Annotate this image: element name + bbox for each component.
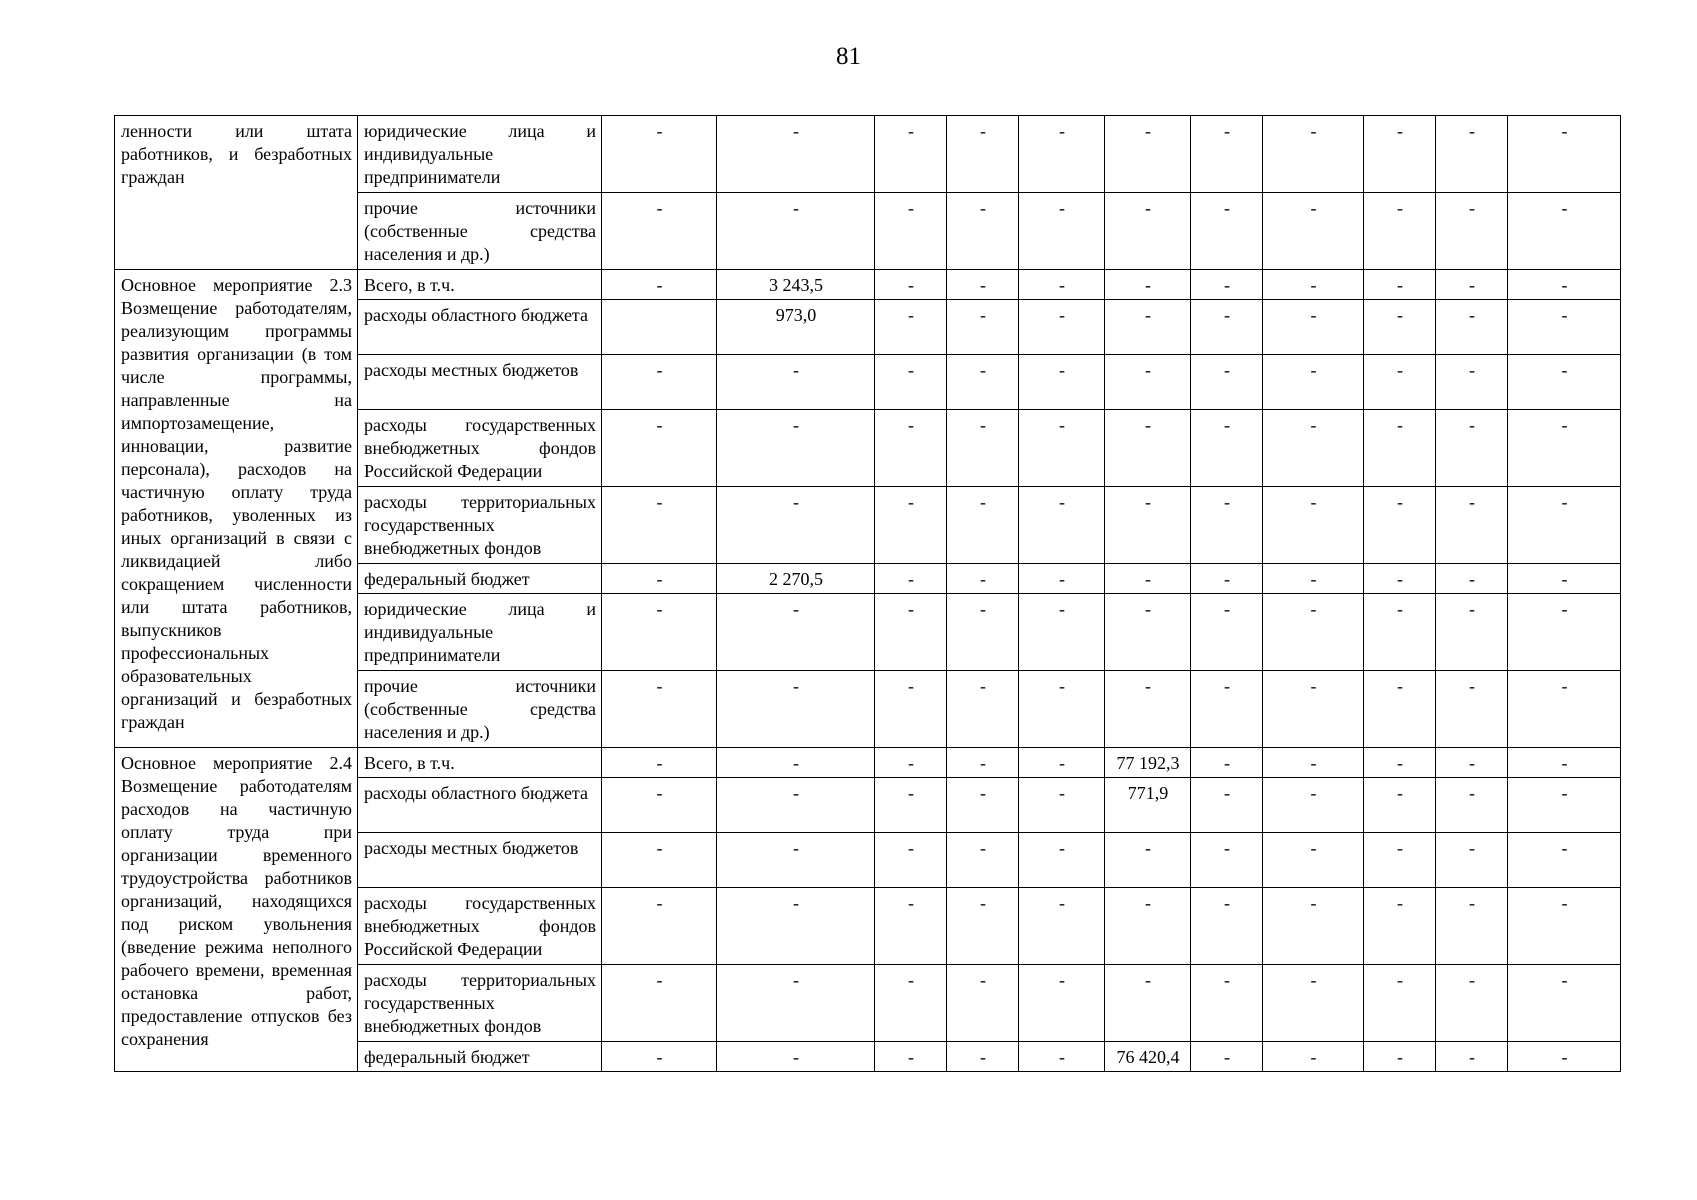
amount-cell: -	[1019, 116, 1105, 193]
amount-cell: -	[1263, 778, 1364, 833]
amount-cell: -	[1263, 300, 1364, 355]
amount-cell: -	[1508, 193, 1621, 270]
amount-cell: -	[1263, 410, 1364, 487]
amount-cell: -	[1191, 888, 1263, 965]
amount-cell: -	[717, 833, 875, 888]
amount-cell: -	[1436, 833, 1508, 888]
amount-cell: -	[875, 355, 947, 410]
table-row	[115, 270, 1621, 300]
funding-source: расходы государственных внебюджетных фондов Российской Федерации	[358, 410, 602, 487]
amount-cell: -	[875, 410, 947, 487]
funding-source: прочие источники (собственные средства населения и др.)	[358, 193, 602, 270]
amount-cell: -	[1191, 778, 1263, 833]
amount-cell: -	[947, 748, 1019, 778]
amount-cell: -	[602, 410, 717, 487]
amount-cell: -	[1436, 1042, 1508, 1072]
amount-cell: -	[1436, 193, 1508, 270]
amount-cell: -	[717, 965, 875, 1042]
amount-cell: -	[1019, 888, 1105, 965]
amount-cell: -	[602, 193, 717, 270]
amount-cell: -	[1508, 671, 1621, 748]
amount-cell: -	[1191, 671, 1263, 748]
amount-cell: -	[1436, 564, 1508, 594]
amount-cell: -	[1105, 564, 1191, 594]
amount-cell: -	[602, 355, 717, 410]
amount-cell: -	[1436, 487, 1508, 564]
amount-cell: -	[1019, 193, 1105, 270]
amount-cell: -	[1191, 300, 1263, 355]
amount-cell: -	[1191, 748, 1263, 778]
amount-cell: -	[947, 300, 1019, 355]
amount-cell: -	[1436, 778, 1508, 833]
amount-cell: -	[875, 965, 947, 1042]
measure-description: Основное мероприятие 2.4 Возмещение работодателям расходов на частичную оплату труда при организации временного трудоустройства работников организаций, находящихся под риском увольнения (введение режима неполного рабочего времени, временная остановка работ, предоставление отпусков без сохранения	[115, 748, 358, 1072]
amount-cell: -	[1364, 355, 1436, 410]
amount-cell: -	[1019, 355, 1105, 410]
amount-cell: -	[1508, 748, 1621, 778]
amount-cell: -	[1105, 965, 1191, 1042]
amount-cell: -	[1508, 300, 1621, 355]
amount-cell: -	[1263, 1042, 1364, 1072]
amount-cell: -	[717, 778, 875, 833]
amount-cell: 973,0	[717, 300, 875, 355]
amount-cell: -	[1019, 965, 1105, 1042]
amount-cell	[602, 300, 717, 355]
amount-cell: -	[1191, 116, 1263, 193]
amount-cell: -	[1364, 487, 1436, 564]
funding-source: юридические лица и индивидуальные предприниматели	[358, 594, 602, 671]
amount-cell: -	[602, 671, 717, 748]
amount-cell: -	[1263, 270, 1364, 300]
amount-cell: -	[875, 564, 947, 594]
amount-cell: -	[1436, 270, 1508, 300]
amount-cell: -	[1263, 193, 1364, 270]
amount-cell: -	[875, 594, 947, 671]
amount-cell: -	[875, 487, 947, 564]
amount-cell: 2 270,5	[717, 564, 875, 594]
amount-cell: -	[947, 671, 1019, 748]
amount-cell: -	[947, 965, 1019, 1042]
amount-cell: -	[947, 116, 1019, 193]
funding-source: расходы территориальных государственных внебюджетных фондов	[358, 965, 602, 1042]
amount-cell: -	[875, 300, 947, 355]
amount-cell: -	[1436, 594, 1508, 671]
amount-cell: -	[717, 410, 875, 487]
amount-cell: -	[1105, 410, 1191, 487]
amount-cell: -	[1508, 888, 1621, 965]
amount-cell: -	[717, 116, 875, 193]
amount-cell: -	[1263, 965, 1364, 1042]
funding-source: Всего, в т.ч.	[358, 748, 602, 778]
amount-cell: -	[875, 671, 947, 748]
table-row	[115, 748, 1621, 778]
amount-cell: -	[1436, 671, 1508, 748]
amount-cell: -	[1105, 487, 1191, 564]
page-number: 81	[836, 43, 861, 70]
amount-cell: -	[875, 748, 947, 778]
amount-cell: -	[1364, 193, 1436, 270]
amount-cell: -	[1508, 116, 1621, 193]
amount-cell: -	[1263, 355, 1364, 410]
amount-cell: -	[602, 1042, 717, 1072]
amount-cell: -	[947, 270, 1019, 300]
amount-cell: -	[875, 833, 947, 888]
amount-cell: -	[1191, 487, 1263, 564]
amount-cell: -	[602, 487, 717, 564]
amount-cell: -	[1364, 833, 1436, 888]
amount-cell: -	[1263, 888, 1364, 965]
amount-cell: -	[602, 116, 717, 193]
amount-cell: -	[602, 594, 717, 671]
amount-cell: -	[1436, 888, 1508, 965]
amount-cell: -	[1019, 748, 1105, 778]
amount-cell: -	[1105, 671, 1191, 748]
funding-source: расходы государственных внебюджетных фондов Российской Федерации	[358, 888, 602, 965]
amount-cell: -	[602, 833, 717, 888]
amount-cell: -	[602, 888, 717, 965]
amount-cell: -	[1508, 833, 1621, 888]
amount-cell: -	[875, 888, 947, 965]
amount-cell: -	[1263, 116, 1364, 193]
amount-cell: -	[1105, 116, 1191, 193]
amount-cell: -	[875, 193, 947, 270]
amount-cell: -	[1436, 965, 1508, 1042]
amount-cell: -	[947, 778, 1019, 833]
amount-cell: -	[1364, 888, 1436, 965]
amount-cell: -	[1191, 965, 1263, 1042]
amount-cell: -	[1191, 270, 1263, 300]
amount-cell: -	[1019, 594, 1105, 671]
amount-cell: -	[717, 594, 875, 671]
amount-cell: -	[717, 487, 875, 564]
amount-cell: -	[1105, 888, 1191, 965]
amount-cell: 77 192,3	[1105, 748, 1191, 778]
funding-source: прочие источники (собственные средства населения и др.)	[358, 671, 602, 748]
amount-cell: -	[1364, 594, 1436, 671]
funding-source: расходы местных бюджетов	[358, 833, 602, 888]
funding-source: расходы областного бюджета	[358, 778, 602, 833]
amount-cell: -	[1364, 270, 1436, 300]
amount-cell: -	[717, 355, 875, 410]
amount-cell: -	[875, 778, 947, 833]
amount-cell: -	[1436, 116, 1508, 193]
funding-source: расходы областного бюджета	[358, 300, 602, 355]
amount-cell: -	[1105, 833, 1191, 888]
amount-cell: -	[1191, 594, 1263, 671]
amount-cell: -	[947, 487, 1019, 564]
amount-cell: 771,9	[1105, 778, 1191, 833]
measure-description: ленности или штата работников, и безработных граждан	[115, 116, 358, 270]
amount-cell: -	[1263, 564, 1364, 594]
amount-cell: -	[717, 671, 875, 748]
amount-cell: -	[1508, 564, 1621, 594]
amount-cell: -	[875, 116, 947, 193]
amount-cell: -	[1191, 564, 1263, 594]
amount-cell: -	[1364, 116, 1436, 193]
amount-cell: -	[947, 355, 1019, 410]
amount-cell: -	[875, 270, 947, 300]
amount-cell: -	[1263, 833, 1364, 888]
amount-cell: -	[1263, 748, 1364, 778]
amount-cell: 3 243,5	[717, 270, 875, 300]
amount-cell: -	[1019, 410, 1105, 487]
amount-cell: -	[717, 748, 875, 778]
amount-cell: -	[1364, 778, 1436, 833]
amount-cell: -	[1105, 193, 1191, 270]
amount-cell: -	[1019, 487, 1105, 564]
amount-cell: -	[1508, 487, 1621, 564]
amount-cell: -	[602, 748, 717, 778]
amount-cell: -	[1508, 1042, 1621, 1072]
amount-cell: -	[947, 594, 1019, 671]
amount-cell: -	[602, 270, 717, 300]
funding-source: федеральный бюджет	[358, 564, 602, 594]
amount-cell: 76 420,4	[1105, 1042, 1191, 1072]
funding-source: расходы территориальных государственных внебюджетных фондов	[358, 487, 602, 564]
amount-cell: -	[717, 193, 875, 270]
table-row	[115, 116, 1621, 193]
amount-cell: -	[1191, 1042, 1263, 1072]
amount-cell: -	[1364, 1042, 1436, 1072]
amount-cell: -	[1436, 300, 1508, 355]
amount-cell: -	[1105, 355, 1191, 410]
measure-description: Основное мероприятие 2.3 Возмещение работодателям, реализующим программы развития организации (в том числе программы, направленные на импортозамещение, инновации, развитие персонала), расходов на частичную оплату труда работников, уволенных из иных организаций в связи с ликвидацией либо сокращением численности или штата работников, выпускников профессиональных образовательных организаций и безработных граждан	[115, 270, 358, 748]
amount-cell: -	[1191, 410, 1263, 487]
funding-source: расходы местных бюджетов	[358, 355, 602, 410]
amount-cell: -	[1364, 564, 1436, 594]
table-body	[115, 116, 1621, 1072]
amount-cell: -	[717, 888, 875, 965]
amount-cell: -	[947, 833, 1019, 888]
amount-cell: -	[1364, 671, 1436, 748]
amount-cell: -	[875, 1042, 947, 1072]
amount-cell: -	[1508, 594, 1621, 671]
amount-cell: -	[1191, 833, 1263, 888]
amount-cell: -	[602, 965, 717, 1042]
funding-source: федеральный бюджет	[358, 1042, 602, 1072]
amount-cell: -	[1019, 300, 1105, 355]
amount-cell: -	[1508, 410, 1621, 487]
amount-cell: -	[1508, 965, 1621, 1042]
amount-cell: -	[1508, 355, 1621, 410]
amount-cell: -	[1019, 778, 1105, 833]
amount-cell: -	[1364, 300, 1436, 355]
amount-cell: -	[1436, 355, 1508, 410]
amount-cell: -	[1191, 355, 1263, 410]
amount-cell: -	[1263, 487, 1364, 564]
amount-cell: -	[947, 888, 1019, 965]
funding-source: юридические лица и индивидуальные предприниматели	[358, 116, 602, 193]
amount-cell: -	[1508, 270, 1621, 300]
amount-cell: -	[1105, 594, 1191, 671]
amount-cell: -	[947, 1042, 1019, 1072]
amount-cell: -	[1019, 671, 1105, 748]
amount-cell: -	[1019, 564, 1105, 594]
amount-cell: -	[1508, 778, 1621, 833]
amount-cell: -	[1364, 748, 1436, 778]
amount-cell: -	[1436, 410, 1508, 487]
amount-cell: -	[602, 778, 717, 833]
amount-cell: -	[1105, 270, 1191, 300]
amount-cell: -	[947, 193, 1019, 270]
amount-cell: -	[1191, 193, 1263, 270]
amount-cell: -	[1364, 965, 1436, 1042]
amount-cell: -	[1364, 410, 1436, 487]
amount-cell: -	[1019, 270, 1105, 300]
amount-cell: -	[1105, 300, 1191, 355]
amount-cell: -	[1019, 833, 1105, 888]
amount-cell: -	[602, 564, 717, 594]
amount-cell: -	[1263, 594, 1364, 671]
funding-source: Всего, в т.ч.	[358, 270, 602, 300]
amount-cell: -	[1436, 748, 1508, 778]
amount-cell: -	[1019, 1042, 1105, 1072]
amount-cell: -	[947, 410, 1019, 487]
amount-cell: -	[1263, 671, 1364, 748]
amount-cell: -	[947, 564, 1019, 594]
amount-cell: -	[717, 1042, 875, 1072]
budget-table	[114, 115, 1621, 1072]
